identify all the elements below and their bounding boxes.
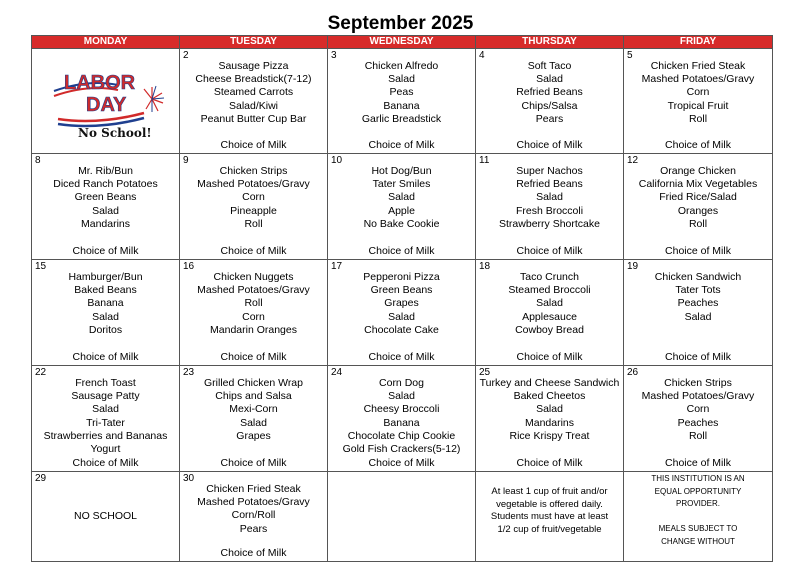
menu-item: Chicken Strips xyxy=(219,165,288,177)
menu-item: Oranges xyxy=(677,204,719,217)
milk-choice: Choice of Milk xyxy=(220,456,287,469)
menu-item: Pepperoni Pizza xyxy=(363,271,440,283)
menu-item: Salad xyxy=(536,403,563,416)
menu-item: Salad xyxy=(240,416,267,429)
menu-item: Chicken Nuggets xyxy=(213,271,294,283)
menu-item: Roll xyxy=(244,217,263,230)
menu-item: Hot Dog/Bun xyxy=(371,165,432,177)
menu-item: Pears xyxy=(535,112,564,125)
menu-item: Mashed Potatoes/Gravy xyxy=(641,390,755,403)
day-cell xyxy=(180,366,328,472)
day-cell xyxy=(32,366,180,472)
milk-choice: Choice of Milk xyxy=(516,456,583,469)
menu-items xyxy=(180,260,327,337)
week-row xyxy=(32,366,773,472)
labor-day-logo xyxy=(48,61,166,139)
menu-item: Mashed Potatoes/Gravy xyxy=(641,73,755,86)
milk-choice: Choice of Milk xyxy=(368,244,435,257)
menu-item: Pears xyxy=(239,522,268,535)
no-school-label: NO SCHOOL xyxy=(73,510,137,522)
milk-choice: Choice of Milk xyxy=(72,244,139,257)
menu-item: Salad xyxy=(388,390,415,403)
menu-item: Sausage Patty xyxy=(71,390,140,403)
fruit-vegetable-note: At least 1 cup of fruit and/or vegetable is offered daily. Students must have at least 1/2 cup of fruit/vegetable xyxy=(490,486,609,535)
menu-item: Soft Taco xyxy=(527,60,572,72)
calendar-grid xyxy=(31,35,773,562)
menu-item: Roll xyxy=(688,112,708,125)
day-number: 29 xyxy=(35,473,47,484)
day-cell xyxy=(624,154,773,260)
milk-choice: Choice of Milk xyxy=(665,244,731,257)
menu-item: Salad xyxy=(536,73,563,86)
week-row xyxy=(32,49,773,154)
menu-items xyxy=(328,260,475,337)
menu-items xyxy=(32,154,179,231)
menu-items xyxy=(328,366,475,456)
milk-choice: Choice of Milk xyxy=(220,244,287,257)
page-title: September 2025 xyxy=(327,13,474,34)
day-number: 5 xyxy=(627,50,633,61)
day-cell xyxy=(476,154,624,260)
day-cell xyxy=(180,49,328,154)
day-cell xyxy=(32,472,180,562)
menu-item: Grilled Chicken Wrap xyxy=(203,377,303,389)
menu-item: Sausage Pizza xyxy=(218,60,289,72)
menu-item: Salad xyxy=(536,191,563,204)
menu-item: Salad xyxy=(684,310,712,323)
menu-item: Refried Beans xyxy=(516,86,583,99)
day-cell xyxy=(476,49,624,154)
milk-choice: Choice of Milk xyxy=(368,456,435,469)
day-cell xyxy=(32,49,180,154)
weekday-thursday: THURSDAY xyxy=(476,36,624,49)
day-cell xyxy=(328,366,476,472)
menu-item: Grapes xyxy=(384,297,419,310)
menu-item: Super Nachos xyxy=(516,165,583,177)
milk-choice: Choice of Milk xyxy=(220,546,287,559)
menu-items xyxy=(32,260,179,337)
menu-item: Chicken Sandwich xyxy=(654,271,742,283)
day-cell xyxy=(328,49,476,154)
menu-item: Corn/Roll xyxy=(231,509,276,522)
menu-item: Turkey and Cheese Sandwich xyxy=(479,377,620,389)
menu-item: Peaches xyxy=(677,297,719,310)
day-cell xyxy=(180,260,328,366)
menu-item: Mandarins xyxy=(524,416,575,429)
day-number: 3 xyxy=(331,50,337,61)
menu-item: Banana xyxy=(383,416,420,429)
menu-item: Hamburger/Bun xyxy=(68,271,143,283)
menu-item: Chips/Salsa xyxy=(521,99,578,112)
menu-items xyxy=(180,49,327,126)
menu-item: Peanut Butter Cup Bar xyxy=(200,112,307,125)
menu-items xyxy=(476,154,623,231)
week-row xyxy=(32,472,773,562)
menu-item: Pineapple xyxy=(230,204,277,217)
milk-choice: Choice of Milk xyxy=(665,350,731,363)
menu-item: Mandarin Oranges xyxy=(210,323,297,336)
menu-item: Banana xyxy=(87,297,124,310)
day-cell xyxy=(624,49,773,154)
menu-items xyxy=(180,472,327,549)
menu-item: Roll xyxy=(688,429,708,442)
menu-item: Gold Fish Crackers(5-12) xyxy=(342,443,461,456)
equal-opportunity-notice: THIS INSTITUTION IS AN EQUAL OPPORTUNITY PROVIDER. MEALS SUBJECT TO CHANGE WITHOUT xyxy=(651,474,745,546)
menu-items xyxy=(180,366,327,443)
menu-items xyxy=(624,49,772,126)
day-number: 11 xyxy=(479,155,490,166)
menu-items xyxy=(328,154,475,231)
menu-item: Strawberry Shortcake xyxy=(499,217,600,230)
menu-item: Corn xyxy=(686,403,710,416)
weekday-wednesday: WEDNESDAY xyxy=(328,36,476,49)
logo-word-labor: LABOR xyxy=(64,72,136,94)
menu-item: Mashed Potatoes/Gravy xyxy=(197,284,310,297)
menu-item: Green Beans xyxy=(370,284,433,297)
week-row xyxy=(32,260,773,366)
menu-item: Orange Chicken xyxy=(660,165,736,177)
menu-item: Cheesy Broccoli xyxy=(363,403,440,416)
menu-item: Corn xyxy=(242,310,265,323)
day-number: 22 xyxy=(35,367,47,378)
menu-item: Salad/Kiwi xyxy=(228,99,279,112)
menu-item: Steamed Broccoli xyxy=(508,284,591,297)
menu-item: Chocolate Cake xyxy=(364,323,439,336)
menu-item: Roll xyxy=(688,217,708,230)
day-number: 10 xyxy=(331,155,343,166)
menu-item: Salad xyxy=(536,297,563,310)
menu-item: Green Beans xyxy=(74,191,137,204)
menu-item: Peaches xyxy=(677,416,719,429)
day-cell xyxy=(476,260,624,366)
day-number: 15 xyxy=(35,261,47,272)
menu-item: Applesauce xyxy=(522,310,577,323)
milk-choice: Choice of Milk xyxy=(516,350,583,363)
day-number: 2 xyxy=(183,50,189,61)
menu-item: Chicken Fried Steak xyxy=(650,60,746,72)
day-cell xyxy=(328,472,476,562)
menu-item: Cheese Breadstick(7-12) xyxy=(195,73,312,86)
day-number: 25 xyxy=(479,367,491,378)
day-number: 9 xyxy=(183,155,189,166)
menu-item: French Toast xyxy=(75,377,136,389)
menu-item: Garlic Breadstick xyxy=(361,112,442,125)
weekday-monday: MONDAY xyxy=(32,36,180,49)
day-cell xyxy=(32,260,180,366)
menu-item: Cowboy Bread xyxy=(515,323,584,336)
menu-item: Yogurt xyxy=(90,443,121,456)
menu-item: Baked Beans xyxy=(74,284,137,297)
menu-item: No Bake Cookie xyxy=(363,217,440,230)
menu-item: Fried Rice/Salad xyxy=(659,191,737,204)
menu-item: Mashed Potatoes/Gravy xyxy=(197,178,310,191)
milk-choice: Choice of Milk xyxy=(368,138,435,151)
milk-choice: Choice of Milk xyxy=(72,350,139,363)
menu-item: Mashed Potatoes/Gravy xyxy=(197,496,310,509)
day-number: 23 xyxy=(183,367,195,378)
menu-item: Salad xyxy=(388,73,415,86)
menu-item: Salad xyxy=(92,310,119,323)
day-number: 17 xyxy=(331,261,343,272)
day-number: 26 xyxy=(627,367,639,378)
menu-item: Corn Dog xyxy=(379,377,424,389)
menu-item: Salad xyxy=(92,403,119,416)
menu-items xyxy=(624,154,772,231)
menu-item: Corn xyxy=(686,86,710,99)
menu-item: Rice Krispy Treat xyxy=(509,429,590,442)
day-cell xyxy=(476,472,624,562)
menu-item: Peas xyxy=(389,86,414,99)
day-cell xyxy=(32,154,180,260)
menu-item: Salad xyxy=(92,204,119,217)
menu-item: Refried Beans xyxy=(516,178,583,191)
day-number: 18 xyxy=(479,261,491,272)
menu-item: Tropical Fruit xyxy=(667,99,729,112)
menu-item: Strawberries and Bananas xyxy=(43,429,168,442)
milk-choice: Choice of Milk xyxy=(665,456,731,469)
menu-item: Mr. Rib/Bun xyxy=(78,165,133,177)
menu-item: Tri-Tater xyxy=(86,416,125,429)
menu-item: Chicken Alfredo xyxy=(364,60,439,72)
milk-choice: Choice of Milk xyxy=(72,456,139,469)
menu-item: Diced Ranch Potatoes xyxy=(53,178,158,191)
day-number: 16 xyxy=(183,261,195,272)
day-cell xyxy=(624,260,773,366)
day-cell xyxy=(624,366,773,472)
menu-item: Salad xyxy=(388,191,415,204)
menu-item: Chicken Strips xyxy=(664,377,732,389)
menu-item: Tater Tots xyxy=(675,284,721,297)
logo-subtitle: No School! xyxy=(78,126,152,139)
week-row xyxy=(32,154,773,260)
milk-choice: Choice of Milk xyxy=(516,138,583,151)
day-cell xyxy=(180,154,328,260)
milk-choice: Choice of Milk xyxy=(665,138,731,151)
milk-choice: Choice of Milk xyxy=(516,244,583,257)
day-number: 4 xyxy=(479,50,485,61)
menu-item: Chips and Salsa xyxy=(215,390,292,403)
menu-item: Chicken Fried Steak xyxy=(206,483,301,495)
day-cell xyxy=(476,366,624,472)
milk-choice: Choice of Milk xyxy=(220,350,287,363)
day-number: 30 xyxy=(183,473,195,484)
menu-item: Banana xyxy=(383,99,420,112)
day-cell xyxy=(328,260,476,366)
weekday-tuesday: TUESDAY xyxy=(180,36,328,49)
weekday-friday: FRIDAY xyxy=(624,36,773,49)
day-number: 19 xyxy=(627,261,639,272)
menu-item: Salad xyxy=(388,310,415,323)
menu-item: Corn xyxy=(242,191,265,204)
day-number: 12 xyxy=(627,155,639,166)
menu-item: Grapes xyxy=(236,429,271,442)
menu-items xyxy=(624,366,772,443)
menu-items xyxy=(32,366,179,456)
menu-item: Chocolate Chip Cookie xyxy=(347,429,456,442)
menu-items xyxy=(328,49,475,126)
logo-word-day: DAY xyxy=(86,94,127,116)
menu-items xyxy=(180,154,327,231)
menu-item: Mexi-Corn xyxy=(229,403,278,416)
menu-items xyxy=(476,260,623,337)
milk-choice: Choice of Milk xyxy=(368,350,435,363)
menu-item: Tater Smiles xyxy=(372,178,431,191)
menu-item: California Mix Vegetables xyxy=(638,178,758,191)
menu-items xyxy=(624,260,772,324)
menu-items xyxy=(476,366,623,443)
menu-items xyxy=(476,49,623,126)
menu-item: Mandarins xyxy=(80,217,131,230)
menu-item: Fresh Broccoli xyxy=(515,204,584,217)
menu-item: Steamed Carrots xyxy=(213,86,294,99)
day-cell xyxy=(624,472,773,562)
day-number: 24 xyxy=(331,367,343,378)
milk-choice: Choice of Milk xyxy=(220,138,287,151)
menu-item: Doritos xyxy=(88,323,123,336)
menu-item: Taco Crunch xyxy=(520,271,579,283)
day-number: 8 xyxy=(35,155,41,166)
weekday-header-row xyxy=(32,36,773,49)
menu-item: Roll xyxy=(244,297,263,310)
menu-item: Baked Cheetos xyxy=(513,390,586,403)
day-cell xyxy=(328,154,476,260)
menu-item: Apple xyxy=(388,204,415,217)
day-cell xyxy=(180,472,328,562)
